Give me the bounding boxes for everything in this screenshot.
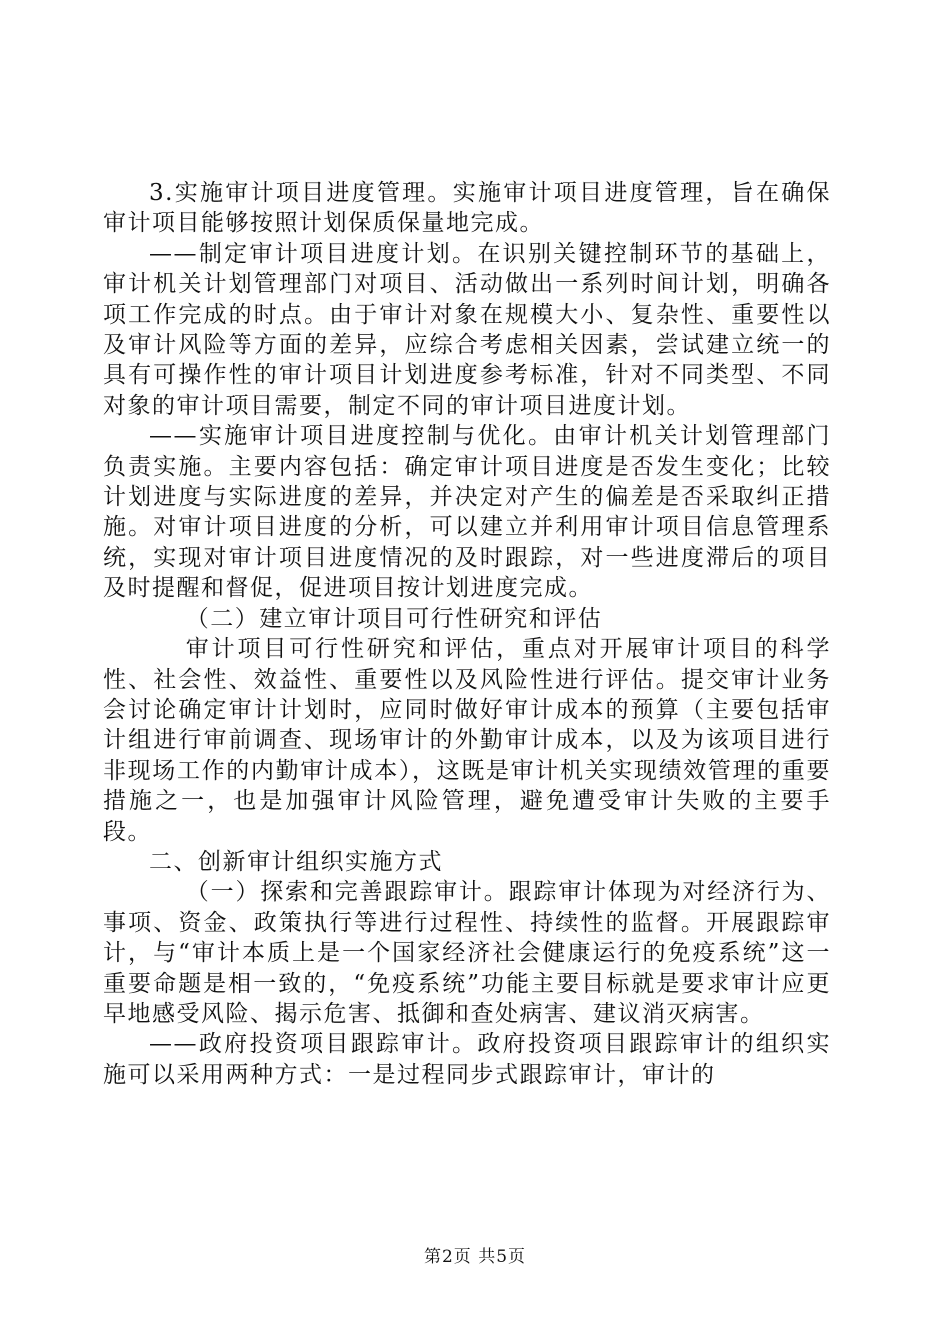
section-heading-feasibility: （二）建立审计项目可行性研究和评估 xyxy=(185,605,603,632)
paragraph-feasibility: 审计项目可行性研究和评估，重点对开展审计项目的科学性、社会性、效益性、重要性以及风险性进行评估。提交审计业务会讨论确定审计计划时，应同时做好审计成本的预算（主要包括审计组进行审前调查、现场审计的外勤审计成本，以及为该项目进行非现场工作的内勤审计成本），这既是审计机关实现绩效管理的重要措施之一，也是加强审计风险管理，避免遭受审计失败的主要手段。 xyxy=(103,636,831,845)
document-body xyxy=(103,178,831,1090)
paragraph-progress-management: 3.实施审计项目进度管理。实施审计项目进度管理，旨在确保审计项目能够按照计划保质保量地完成。 xyxy=(103,180,831,237)
paragraph-progress-plan: ——制定审计项目进度计划。在识别关键控制环节的基础上，审计机关计划管理部门对项目、活动做出一系列时间计划，明确各项工作完成的时点。由于审计对象在规模大小、复杂性、重要性以及审计风险等方面的差异，应综合考虑相关因素，尝试建立统一的具有可操作性的审计项目计划进度参考标准，针对不同类型、不同对象的审计项目需要，制定不同的审计项目进度计划。 xyxy=(103,240,831,419)
paragraph-progress-control: ——实施审计项目进度控制与优化。由审计机关计划管理部门负责实施。主要内容包括：确定审计项目进度是否发生变化；比较计划进度与实际进度的差异，并决定对产生的偏差是否采取纠正措施。对审计项目进度的分析，可以建立并利用审计项目信息管理系统，实现对审计项目进度情况的及时跟踪，对一些进度滞后的项目及时提醒和督促，促进项目按计划进度完成。 xyxy=(103,423,831,602)
paragraph-tracking-audit: （一）探索和完善跟踪审计。跟踪审计体现为对经济行为、事项、资金、政策执行等进行过程性、持续性的监督。开展跟踪审计，与“审计本质上是一个国家经济社会健康运行的免疫系统”这一重要命题是相一致的，“免疫系统”功能主要目标就是要求审计应更早地感受风险、揭示危害、抵御和查处病害、建议消灭病害。 xyxy=(103,879,831,1027)
paragraph-government-investment: ——政府投资项目跟踪审计。政府投资项目跟踪审计的组织实施可以采用两种方式：一是过程同步式跟踪审计，审计的 xyxy=(103,1031,831,1088)
page-number-footer: 第2页 共5页 xyxy=(423,1247,527,1267)
section-heading-innovation: 二、创新审计组织实施方式 xyxy=(149,848,443,875)
